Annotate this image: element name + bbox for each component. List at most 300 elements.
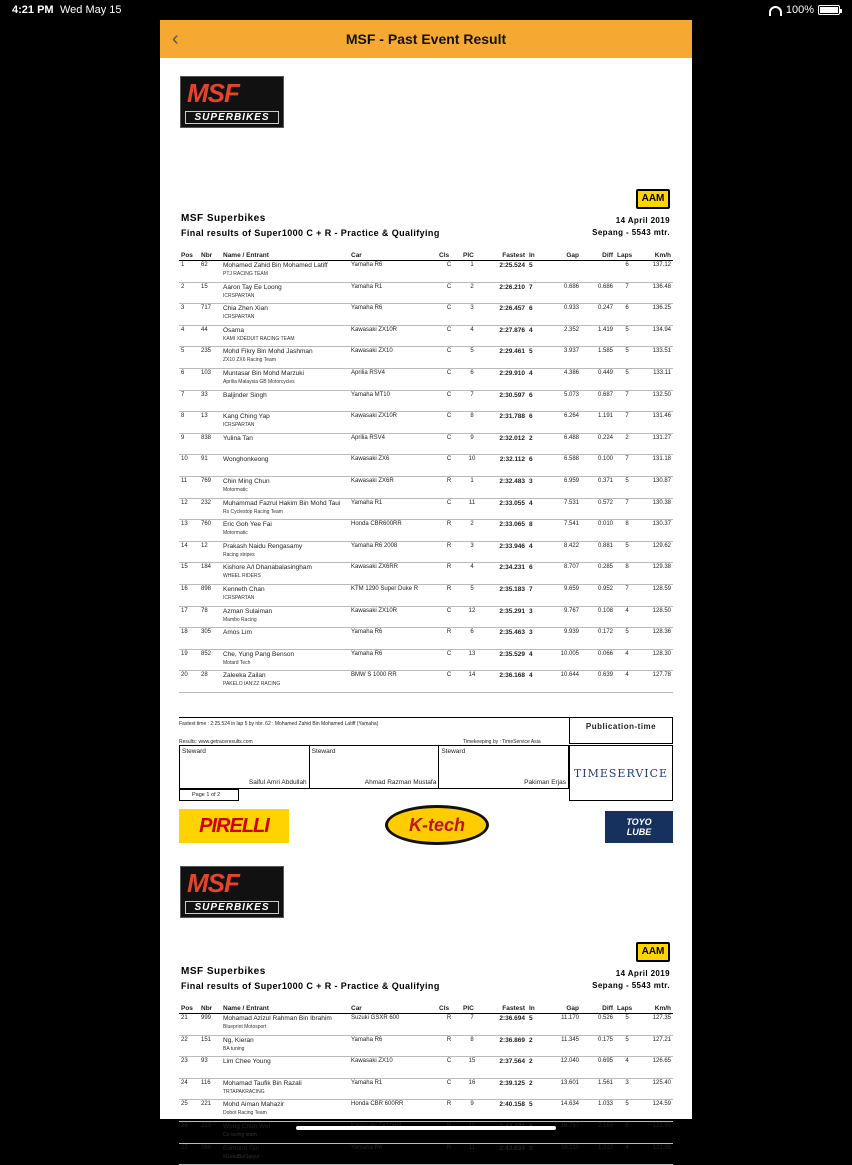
table-row: [179, 671, 673, 693]
cell-cls: C: [437, 261, 461, 283]
steward-1: Steward Saiful Amri Abdullah: [180, 746, 310, 788]
results-table-page1: [179, 252, 673, 693]
cell-fastest: 2:35.291: [483, 606, 527, 628]
table-row: [179, 584, 673, 606]
rider-name: Mohd Fikry Bin Mohd Jashman: [223, 348, 313, 356]
cell-in: 4: [527, 325, 545, 347]
rider-name: Mohamad Azizul Rahman Bin Ibrahim: [223, 1015, 332, 1022]
rider-name: Aaron Tay Ee Loong: [223, 283, 282, 291]
cell-kmh: 126.65: [639, 1057, 673, 1079]
cell-laps: 5: [615, 347, 639, 369]
cell-pic: 6: [461, 628, 483, 650]
cell-nbr: 221: [199, 1100, 221, 1122]
cell-kmh: 127.21: [639, 1035, 673, 1057]
cell-pos: 8: [179, 412, 199, 434]
table-row: [179, 304, 673, 326]
column-header-name: Name / Entrant: [221, 1005, 349, 1014]
cell-pos: 22: [179, 1035, 199, 1057]
cell-pos: 12: [179, 498, 199, 520]
cell-in: 5: [527, 347, 545, 369]
cell-car: Yamaha R6: [349, 628, 437, 650]
cell-fastest: 2:29.461: [483, 347, 527, 369]
cell-car: Aprilia RSV4: [349, 433, 437, 455]
cell-fastest: 2:40.158: [483, 1100, 527, 1122]
home-indicator[interactable]: [296, 1126, 556, 1130]
cell-diff: 0.695: [581, 1057, 615, 1079]
cell-pic: 5: [461, 347, 483, 369]
cell-kmh: 128.50: [639, 606, 673, 628]
cell-laps: 7: [615, 412, 639, 434]
steward-2: Steward Ahmad Razman Mustafa: [310, 746, 440, 788]
cell-fastest: 2:34.231: [483, 563, 527, 585]
rider-name: Zaleeka Zailan: [223, 672, 266, 680]
cell-in: 3: [527, 1143, 545, 1165]
cell-pic: [461, 1121, 483, 1143]
cell-diff: 1.191: [581, 412, 615, 434]
column-header-car: Car: [349, 252, 437, 261]
cell-diff: 0.526: [581, 1014, 615, 1036]
cell-pos: 18: [179, 628, 199, 650]
table-row: [179, 1143, 673, 1165]
cell-in: 3: [527, 628, 545, 650]
cell-in: 6: [527, 390, 545, 412]
entrant-name: Rs Cyclestop Racing Team: [223, 508, 283, 515]
column-header-gap: Gap: [545, 1005, 581, 1014]
cell-in: 3: [527, 606, 545, 628]
cell-car: Honda CBR600RR: [349, 520, 437, 542]
cell-kmh: 133.51: [639, 347, 673, 369]
cell-fastest: 2:36.694: [483, 1014, 527, 1036]
cell-kmh: 136.25: [639, 304, 673, 326]
cell-pic: 3: [461, 541, 483, 563]
cell-laps: 4: [615, 649, 639, 671]
cell-in: 5: [527, 261, 545, 283]
entrant-name: ICRSPARTAN: [223, 422, 255, 429]
cell-car: Kawasaki ZX10: [349, 1057, 437, 1079]
cell-pic: 2: [461, 520, 483, 542]
table-row: [179, 455, 673, 477]
cell-diff: 1.419: [581, 325, 615, 347]
cell-nbr: 91: [199, 455, 221, 477]
cell-name-entrant: [221, 304, 349, 326]
cell-laps: 5: [615, 541, 639, 563]
entrant-name: Blueprint Motosport: [223, 1024, 267, 1030]
cell-pos: 17: [179, 606, 199, 628]
doc-header-page2: MSF Superbikes Final results of Super1000 C + R - Practice & Qualifying: [181, 966, 440, 991]
cell-car: Suzuki GSXR 600: [349, 1014, 437, 1036]
status-bar: [0, 0, 852, 20]
rider-name: Eric Goh Yee Fai: [223, 521, 272, 529]
column-header-pic: PIC: [461, 252, 483, 261]
entrant-name: Dobot Racing Team: [223, 1110, 267, 1117]
doc-header: [181, 213, 440, 238]
cell-gap: 7.541: [545, 520, 581, 542]
table-row: [179, 1057, 673, 1079]
cell-in: 4: [527, 671, 545, 693]
cell-cls: C: [437, 433, 461, 455]
cell-in: 3: [527, 476, 545, 498]
entrant-name: Motormatic: [223, 530, 248, 537]
rider-name: Chia Zhen Xian: [223, 305, 268, 313]
cell-kmh: 132.50: [639, 390, 673, 412]
cell-fastest: 2:43.634: [483, 1143, 527, 1165]
table-row: [179, 476, 673, 498]
cell-pos: 23: [179, 1057, 199, 1079]
cell-cls: R: [437, 563, 461, 585]
app-screen: [160, 20, 692, 1160]
cell-laps: 6: [615, 304, 639, 326]
cell-car: Kawasaki ZX6RR: [349, 563, 437, 585]
cell-car: Yamaha R1: [349, 1078, 437, 1100]
cell-car: KTM 1290 Super Duke R: [349, 584, 437, 606]
cell-in: 4: [527, 368, 545, 390]
cell-pos: 27: [179, 1143, 199, 1165]
sponsor-logos: [179, 809, 673, 845]
column-header-kmh: Km/h: [639, 252, 673, 261]
event-date: 14 April 2019: [615, 216, 670, 225]
cell-cls: [437, 1121, 461, 1143]
cell-cls: C: [437, 671, 461, 693]
cell-diff: 0.172: [581, 628, 615, 650]
cell-laps: 7: [615, 498, 639, 520]
cell-gap: [545, 261, 581, 283]
cell-fastest: 2:32.012: [483, 433, 527, 455]
cell-name-entrant: [221, 412, 349, 434]
entrant-name: Racing stripes: [223, 551, 255, 558]
cell-diff: 0.687: [581, 390, 615, 412]
rider-name: Kenneth Chan: [223, 585, 265, 593]
entrant-name: Mambo Racing: [223, 616, 257, 623]
table-row: [179, 325, 673, 347]
cell-kmh: 122.93: [639, 1121, 673, 1143]
cell-gap: 16.797: [545, 1121, 581, 1143]
table-row: [179, 563, 673, 585]
entrant-name: Motormatic: [223, 486, 248, 493]
cell-diff: 0.247: [581, 304, 615, 326]
cell-cls: C: [437, 325, 461, 347]
cell-gap: 9.767: [545, 606, 581, 628]
cell-nbr: 62: [199, 261, 221, 283]
cell-kmh: 133.11: [639, 368, 673, 390]
cell-nbr: 93: [199, 1057, 221, 1079]
cell-car: Kawasaki ZX10R: [349, 325, 437, 347]
column-header-fastest: Fastest: [483, 1005, 527, 1014]
entrant-name: WHEEL RIDERS: [223, 573, 261, 580]
cell-laps: 5: [615, 1100, 639, 1122]
column-header-in: In: [527, 1005, 545, 1014]
page-number: Page 1 of 2: [179, 789, 239, 801]
cell-nbr: 760: [199, 520, 221, 542]
cell-pos: 1: [179, 261, 199, 283]
cell-pos: 11: [179, 476, 199, 498]
cell-gap: 12.040: [545, 1057, 581, 1079]
entrant-name: ICRSPARTAN: [223, 314, 255, 321]
cell-diff: 0.224: [581, 433, 615, 455]
cell-kmh: 131.46: [639, 412, 673, 434]
cell-car: Kawasaki ZX10: [349, 347, 437, 369]
column-header-diff: Diff: [581, 252, 615, 261]
cell-pos: 21: [179, 1014, 199, 1036]
cell-pic: 2: [461, 282, 483, 304]
cell-gap: 18.110: [545, 1143, 581, 1165]
cell-kmh: 137.12: [639, 261, 673, 283]
cell-nbr: 838: [199, 433, 221, 455]
cell-gap: 5.073: [545, 390, 581, 412]
cell-car: Yamaha R6: [349, 261, 437, 283]
cell-name-entrant: [221, 347, 349, 369]
cell-laps: 5: [615, 368, 639, 390]
cell-name-entrant: [221, 563, 349, 585]
cell-cls: C: [437, 455, 461, 477]
cell-gap: 4.386: [545, 368, 581, 390]
cell-laps: 2: [615, 433, 639, 455]
column-header-nbr: Nbr: [199, 252, 221, 261]
cell-name-entrant: [221, 671, 349, 693]
table-row: [179, 606, 673, 628]
table-row: [179, 1078, 673, 1100]
column-header-gap: Gap: [545, 252, 581, 261]
cell-pic: 16: [461, 1078, 483, 1100]
cell-diff: 2.163: [581, 1121, 615, 1143]
msf-logo: MSF SUPERBIKES: [180, 76, 284, 128]
cell-pic: 5: [461, 584, 483, 606]
table-row: [179, 498, 673, 520]
cell-laps: 8: [615, 520, 639, 542]
cell-fastest: 2:39.125: [483, 1078, 527, 1100]
table-row: [179, 412, 673, 434]
status-date: Wed May 15: [60, 4, 122, 16]
cell-nbr: 28: [199, 671, 221, 693]
column-header-pic: PIC: [461, 1005, 483, 1014]
cell-diff: 0.686: [581, 282, 615, 304]
cell-gap: 14.634: [545, 1100, 581, 1122]
entrant-name: ICRSPARTAN: [223, 292, 255, 299]
cell-laps: 7: [615, 584, 639, 606]
ktech-logo: K-tech: [385, 805, 489, 845]
cell-name-entrant: [221, 1143, 349, 1165]
cell-gap: 11.345: [545, 1035, 581, 1057]
rider-name: Baljinder Singh: [223, 391, 267, 399]
table-row: [179, 1014, 673, 1036]
cell-nbr: 235: [199, 347, 221, 369]
cell-pos: 15: [179, 563, 199, 585]
cell-name-entrant: [221, 541, 349, 563]
cell-name-entrant: [221, 628, 349, 650]
rider-name: Ng, Kieran: [223, 1036, 254, 1044]
cell-name-entrant: [221, 261, 349, 283]
cell-laps: 8: [615, 563, 639, 585]
cell-pos: 26: [179, 1121, 199, 1143]
cell-name-entrant: [221, 1121, 349, 1143]
cell-laps: 5: [615, 476, 639, 498]
cell-kmh: 124.59: [639, 1100, 673, 1122]
entrant-name: KAMI XDEDUIT RACING TEAM: [223, 335, 295, 342]
cell-car: Kawasaki ZX10R: [349, 412, 437, 434]
cell-gap: 6.959: [545, 476, 581, 498]
cell-cls: C: [437, 304, 461, 326]
cell-pic: 7: [461, 390, 483, 412]
cell-name-entrant: [221, 1035, 349, 1057]
cell-gap: 6.588: [545, 455, 581, 477]
cell-cls: R: [437, 1035, 461, 1057]
entrant-name: PTJ RACING TEAM: [223, 271, 268, 277]
aam-logo: AAM: [636, 189, 670, 209]
cell-gap: 0.686: [545, 282, 581, 304]
toyo-lube-logo: TOYO LUBE: [605, 811, 673, 843]
cell-diff: 0.066: [581, 649, 615, 671]
cell-gap: 11.170: [545, 1014, 581, 1036]
cell-nbr: 852: [199, 649, 221, 671]
cell-fastest: 2:35.183: [483, 584, 527, 606]
cell-pos: 10: [179, 455, 199, 477]
cell-laps: 4: [615, 1143, 639, 1165]
cell-pos: 20: [179, 671, 199, 693]
entrant-name: TRTAPAKRACING: [223, 1088, 265, 1095]
cell-fastest: 2:36.168: [483, 671, 527, 693]
cell-fastest: 2:33.065: [483, 520, 527, 542]
rider-name: Prakash Naidu Rengasamy: [223, 542, 303, 550]
cell-pos: 19: [179, 649, 199, 671]
timekeeping-info: Timekeeping by : TimeService Asia: [463, 739, 541, 745]
cell-pic: 15: [461, 1057, 483, 1079]
cell-name-entrant: [221, 498, 349, 520]
table-row: [179, 628, 673, 650]
cell-pos: 14: [179, 541, 199, 563]
cell-kmh: 127.35: [639, 1014, 673, 1036]
column-header-kmh: Km/h: [639, 1005, 673, 1014]
cell-nbr: 13: [199, 412, 221, 434]
doc-header-right-page2: 14 April 2019 Sepang - 5543 mtr.: [592, 969, 670, 990]
cell-in: 2: [527, 1078, 545, 1100]
steward-3: Steward Pakiman Erjas: [441, 748, 567, 786]
page-title: MSF - Past Event Result: [345, 31, 507, 47]
table-row: [179, 649, 673, 671]
cell-gap: 10.644: [545, 671, 581, 693]
cell-fastest: 2:33.946: [483, 541, 527, 563]
aam-logo-page2: AAM: [636, 942, 670, 962]
cell-pic: 8: [461, 1035, 483, 1057]
cell-name-entrant: [221, 455, 349, 477]
cell-nbr: 184: [199, 563, 221, 585]
rider-name: Mohd Aiman Mahazir: [223, 1101, 285, 1109]
entrant-name: Cx racing team: [223, 1131, 257, 1138]
cell-fastest: 2:32.483: [483, 476, 527, 498]
cell-cls: C: [437, 1078, 461, 1100]
cell-kmh: 125.40: [639, 1078, 673, 1100]
cell-in: 6: [527, 455, 545, 477]
cell-diff: 0.108: [581, 606, 615, 628]
entrant-name: Aprilia Malaysia GB Motorcycles: [223, 378, 295, 385]
rider-name: Wonghonkeong: [223, 456, 269, 464]
cell-nbr: 78: [199, 606, 221, 628]
cell-laps: 5: [615, 325, 639, 347]
cell-car: [349, 1121, 437, 1143]
entrant-name: #GoodBoiSaiyur: [223, 1153, 260, 1160]
column-header-fastest: Fastest: [483, 252, 527, 261]
rider-name: Yulina Tan: [223, 434, 253, 442]
cell-kmh: 130.37: [639, 520, 673, 542]
cell-cls: C: [437, 282, 461, 304]
cell-name-entrant: [221, 649, 349, 671]
cell-nbr: 33: [199, 390, 221, 412]
cell-pos: 2: [179, 282, 199, 304]
cell-laps: 4: [615, 1057, 639, 1079]
cell-nbr: 151: [199, 1035, 221, 1057]
cell-diff: 0.572: [581, 498, 615, 520]
cell-name-entrant: [221, 282, 349, 304]
cell-name-entrant: [221, 584, 349, 606]
cell-pos: 24: [179, 1078, 199, 1100]
cell-in: 7: [527, 282, 545, 304]
rider-name: Kishore A/l Dhanabalasingham: [223, 564, 312, 572]
cell-laps: 3: [615, 1078, 639, 1100]
column-header-diff: Diff: [581, 1005, 615, 1014]
cell-pic: 9: [461, 433, 483, 455]
cell-diff: 1.561: [581, 1078, 615, 1100]
cell-name-entrant: [221, 368, 349, 390]
cell-fastest: 2:27.876: [483, 325, 527, 347]
cell-cls: R: [437, 1014, 461, 1036]
table-row: [179, 541, 673, 563]
cell-kmh: 129.62: [639, 541, 673, 563]
column-header-name: Name / Entrant: [221, 252, 349, 261]
cell-fastest: 2:37.564: [483, 1057, 527, 1079]
result-document[interactable]: [160, 76, 692, 1160]
cell-gap: 9.659: [545, 584, 581, 606]
cell-fastest: 2:26.457: [483, 304, 527, 326]
cell-pos: 16: [179, 584, 199, 606]
cell-car: Yamaha R6: [349, 1143, 437, 1165]
cell-nbr: 15: [199, 282, 221, 304]
cell-fastest: 2:26.210: [483, 282, 527, 304]
cell-in: 2: [527, 433, 545, 455]
cell-cls: C: [437, 412, 461, 434]
cell-diff: 0.639: [581, 671, 615, 693]
cell-name-entrant: [221, 476, 349, 498]
cell-cls: C: [437, 390, 461, 412]
cell-gap: 9.939: [545, 628, 581, 650]
cell-diff: 0.952: [581, 584, 615, 606]
cell-laps: 5: [615, 628, 639, 650]
cell-pos: 4: [179, 325, 199, 347]
cell-pic: 4: [461, 563, 483, 585]
column-header-laps: Laps: [615, 252, 639, 261]
chevron-left-icon[interactable]: ‹: [172, 28, 179, 50]
cell-gap: 0.933: [545, 304, 581, 326]
cell-name-entrant: [221, 520, 349, 542]
cell-diff: 1.313: [581, 1143, 615, 1165]
cell-fastest: 2:30.597: [483, 390, 527, 412]
rider-name: Azman Sulaiman: [223, 607, 273, 615]
column-header-car: Car: [349, 1005, 437, 1014]
cell-nbr: 305: [199, 628, 221, 650]
cell-pic: 14: [461, 671, 483, 693]
cell-pos: 3: [179, 304, 199, 326]
cell-diff: 0.285: [581, 563, 615, 585]
cell-diff: 0.175: [581, 1035, 615, 1057]
session-title: Final results of Super1000 C + R - Practice & Qualifying: [181, 228, 440, 238]
fastest-time-line: Fastest time : 2:25.524 in lap 5 by nbr. 62 : Mohamed Zahid Bin Mohamed Latiff (Yamaha): [179, 717, 569, 727]
cell-cls: C: [437, 498, 461, 520]
cell-pos: 5: [179, 347, 199, 369]
cell-car: Honda CBR 600RR: [349, 1100, 437, 1122]
cell-pos: 9: [179, 433, 199, 455]
cell-cls: C: [437, 347, 461, 369]
cell-fastest: 2:36.869: [483, 1035, 527, 1057]
cell-in: 7: [527, 584, 545, 606]
doc-header-right: [592, 216, 670, 240]
rider-name: Che, Yung Pang Benson: [223, 650, 295, 658]
